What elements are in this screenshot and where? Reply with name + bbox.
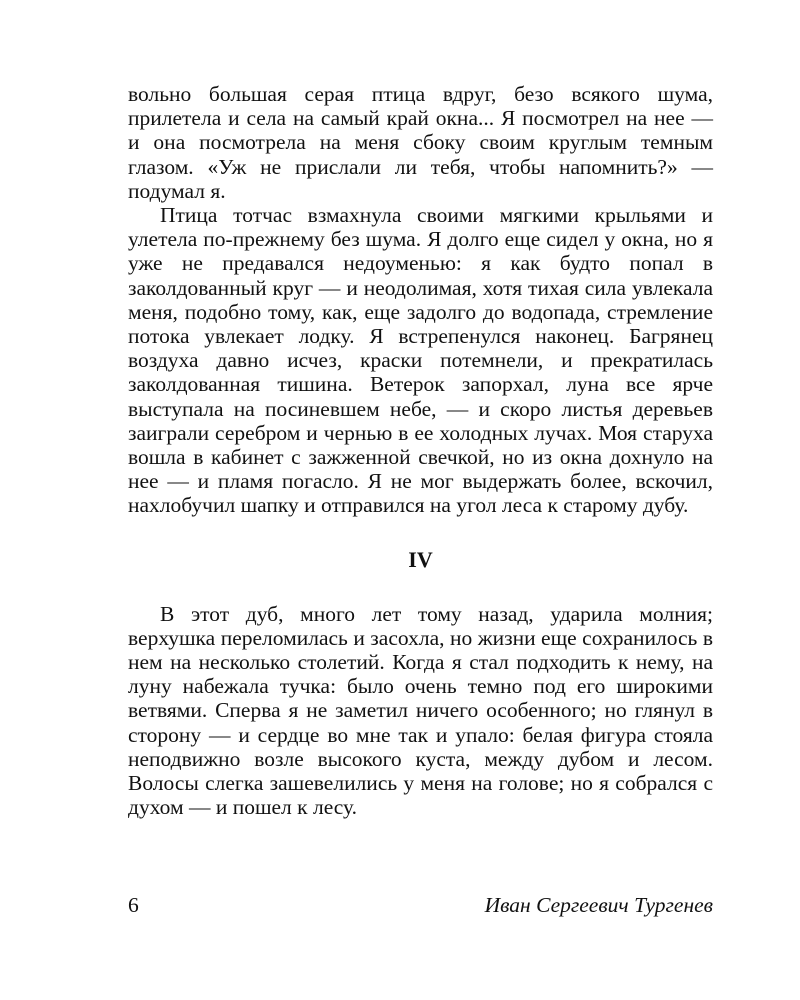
paragraph: Птица тотчас взмахнула своими мягкими крыльями и улетела по-прежнему без шума. Я долго еще сидел у окна, но я уже не предавался недоуменью: я как будто попал в заколдованный круг — и неодолимая, хотя тихая сила увлекала меня, подобно тому, как, еще задолго до водопада, стремление потока увлекает лодку. Я встрепенулся наконец. Багрянец воздуха давно исчез, краски потемнели, и прекратилась заколдованная тишина. Ветерок запорхал, луна все ярче выступала на посиневшем небе, — и скоро листья деревьев заиграли серебром и чернью в ее холодных лучах. Моя старуха вошла в кабинет с зажженной свечкой, но из окна дохнуло на нее — и пламя погасло. Я не мог выдержать более, вскочил, нахлобучил шапку и отправился на угол леса к старому дубу.	[128, 203, 713, 518]
page-footer	[128, 893, 713, 919]
chapter-heading: IV	[408, 546, 433, 572]
page-body	[128, 82, 713, 819]
page-number: 6	[128, 893, 139, 917]
paragraph-continued: вольно большая серая птица вдруг, безо всякого шума, прилетела и села на самый край окна... Я посмотрел на нее — и она посмотрела на меня сбоку своим круглым темным глазом. «Уж не прислали ли тебя, чтобы напомнить?» — подумал я.	[128, 82, 713, 203]
running-head: Иван Сергеевич Тургенев	[484, 893, 713, 917]
paragraph: В этот дуб, много лет тому назад, ударила молния; верхушка переломилась и засохла, но жизни еще сохранилось в нем на несколько столетий. Когда я стал подходить к нему, на луну набежала тучка: было очень темно под его широкими ветвями. Сперва я не заметил ничего особенного; но глянул в сторону — и сердце во мне так и упало: белая фигура стояла неподвижно возле высокого куста, между дубом и лесом. Волосы слегка зашевелились у меня на голове; но я собрался с духом — и пошел к лесу.	[128, 601, 713, 820]
